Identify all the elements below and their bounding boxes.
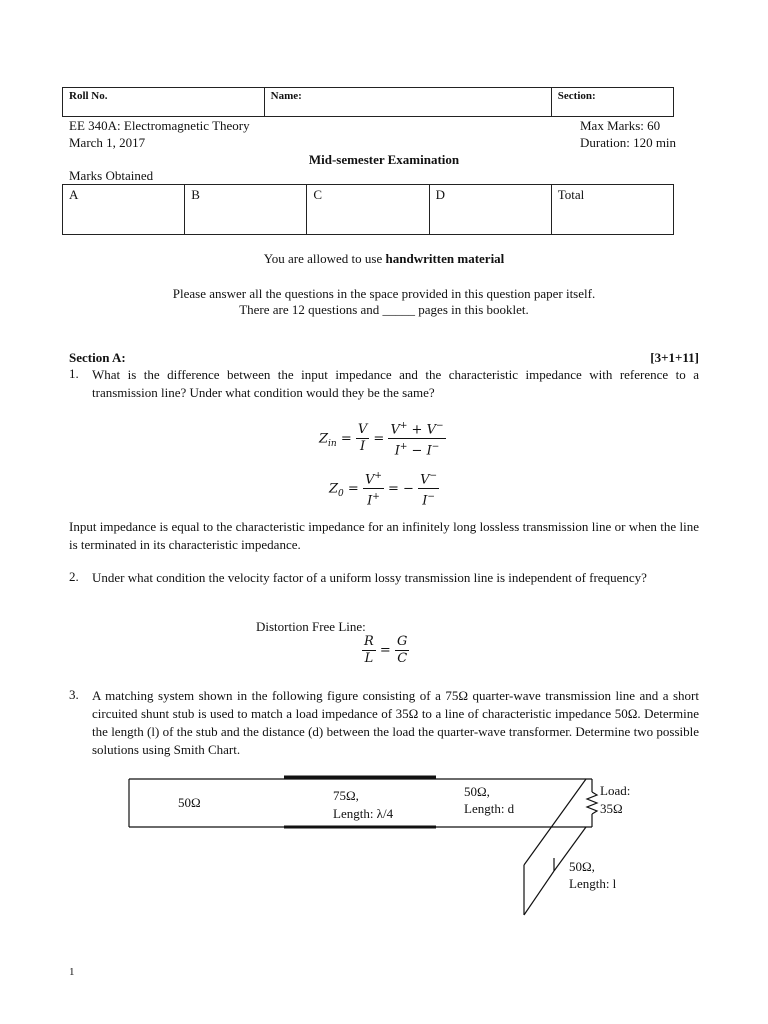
qw-length-text: Length: λ/4 — [333, 806, 394, 821]
instruction-1: Please answer all the questions in the space provided in this question paper itself. — [172, 286, 596, 301]
stub-impedance-label: 50Ω, — [569, 859, 595, 874]
marks-obtained-label: Marks Obtained — [69, 168, 154, 183]
marks-col-c: C — [307, 185, 429, 235]
load-value: 35Ω — [600, 801, 623, 816]
allowed-prefix: You are allowed to use — [263, 251, 386, 266]
course-title: EE 340A: Electromagnetic Theory — [69, 118, 250, 133]
name-cell: Name: — [264, 88, 551, 117]
page-number: 1 — [69, 966, 75, 978]
line-d-length-value: Length: d — [464, 801, 515, 816]
q1-answer: Input impedance is equal to the characteristic impedance for an infinitely long lossless transmission line or when the line is terminated in its characteristic impedance. — [69, 519, 699, 552]
stub-length-label: Length: l — [569, 876, 617, 891]
q3-number: 3. — [69, 687, 79, 702]
eq-z0: $Z_0$ = $\frac{V^+}{I^+}$ = − $\frac{V^-}{I^-}$ — [329, 468, 439, 510]
q2-answer-label: Distortion Free Line: — [256, 619, 366, 634]
eq-zin: $Z_{in}$ = $\frac{V}{I}$ = $\frac{V^+ + V^-}{I^+ - I^-}$ — [319, 418, 446, 460]
section-a-marks: [3+1+11] — [650, 350, 699, 365]
allowed-bold: handwritten material — [385, 251, 505, 266]
line-d-length-label — [464, 800, 514, 818]
marks-col-total: Total — [551, 185, 673, 235]
roll-no-cell: Roll No. — [63, 88, 265, 117]
q1-text: What is the difference between the input impedance and the characteristic impedance with reference to a transmission line? Under what condition would they be the same? — [92, 367, 699, 400]
qw-length-label — [333, 805, 393, 823]
duration: Duration: 120 min — [580, 135, 677, 150]
marks-col-b: B — [185, 185, 307, 235]
stub-line-1 — [524, 779, 586, 865]
eq-distortion-free: $\frac{R}{L}$ = $\frac{G}{C}$ — [364, 634, 408, 666]
line-50-label: 50Ω — [178, 795, 201, 810]
q2-text: Under what condition the velocity factor of a uniform lossy transmission line is independent of frequency? — [92, 570, 647, 585]
load-label: Load: — [600, 783, 631, 798]
section-a-title: Section A: — [69, 350, 126, 365]
exam-title: Mid-semester Examination — [308, 152, 460, 167]
section-cell: Section: — [551, 88, 673, 117]
max-marks: Max Marks: 60 — [580, 118, 661, 133]
q2-number: 2. — [69, 569, 79, 584]
marks-col-d: D — [429, 185, 551, 235]
line-d-impedance-label: 50Ω, — [464, 784, 490, 799]
instruction-2: There are 12 questions and _____ pages in this booklet. — [239, 302, 529, 317]
marks-col-a: A — [63, 185, 185, 235]
load-resistor-icon — [587, 792, 597, 814]
qw-impedance-label: 75Ω, — [333, 788, 359, 803]
exam-date: March 1, 2017 — [69, 135, 146, 150]
stub-short — [524, 871, 554, 915]
q3-text: A matching system shown in the following figure consisting of a 75Ω quarter-wave transmission line and a short circuited shunt stub is used to match a load impedance of 35Ω to a line of characteristic impedance 50Ω. Determine the length (l) of the stub and the distance (d) between the load the quarter-wave transformer. Determine two possible solutions using Smith Chart. — [92, 688, 699, 757]
q1-number: 1. — [69, 366, 79, 381]
